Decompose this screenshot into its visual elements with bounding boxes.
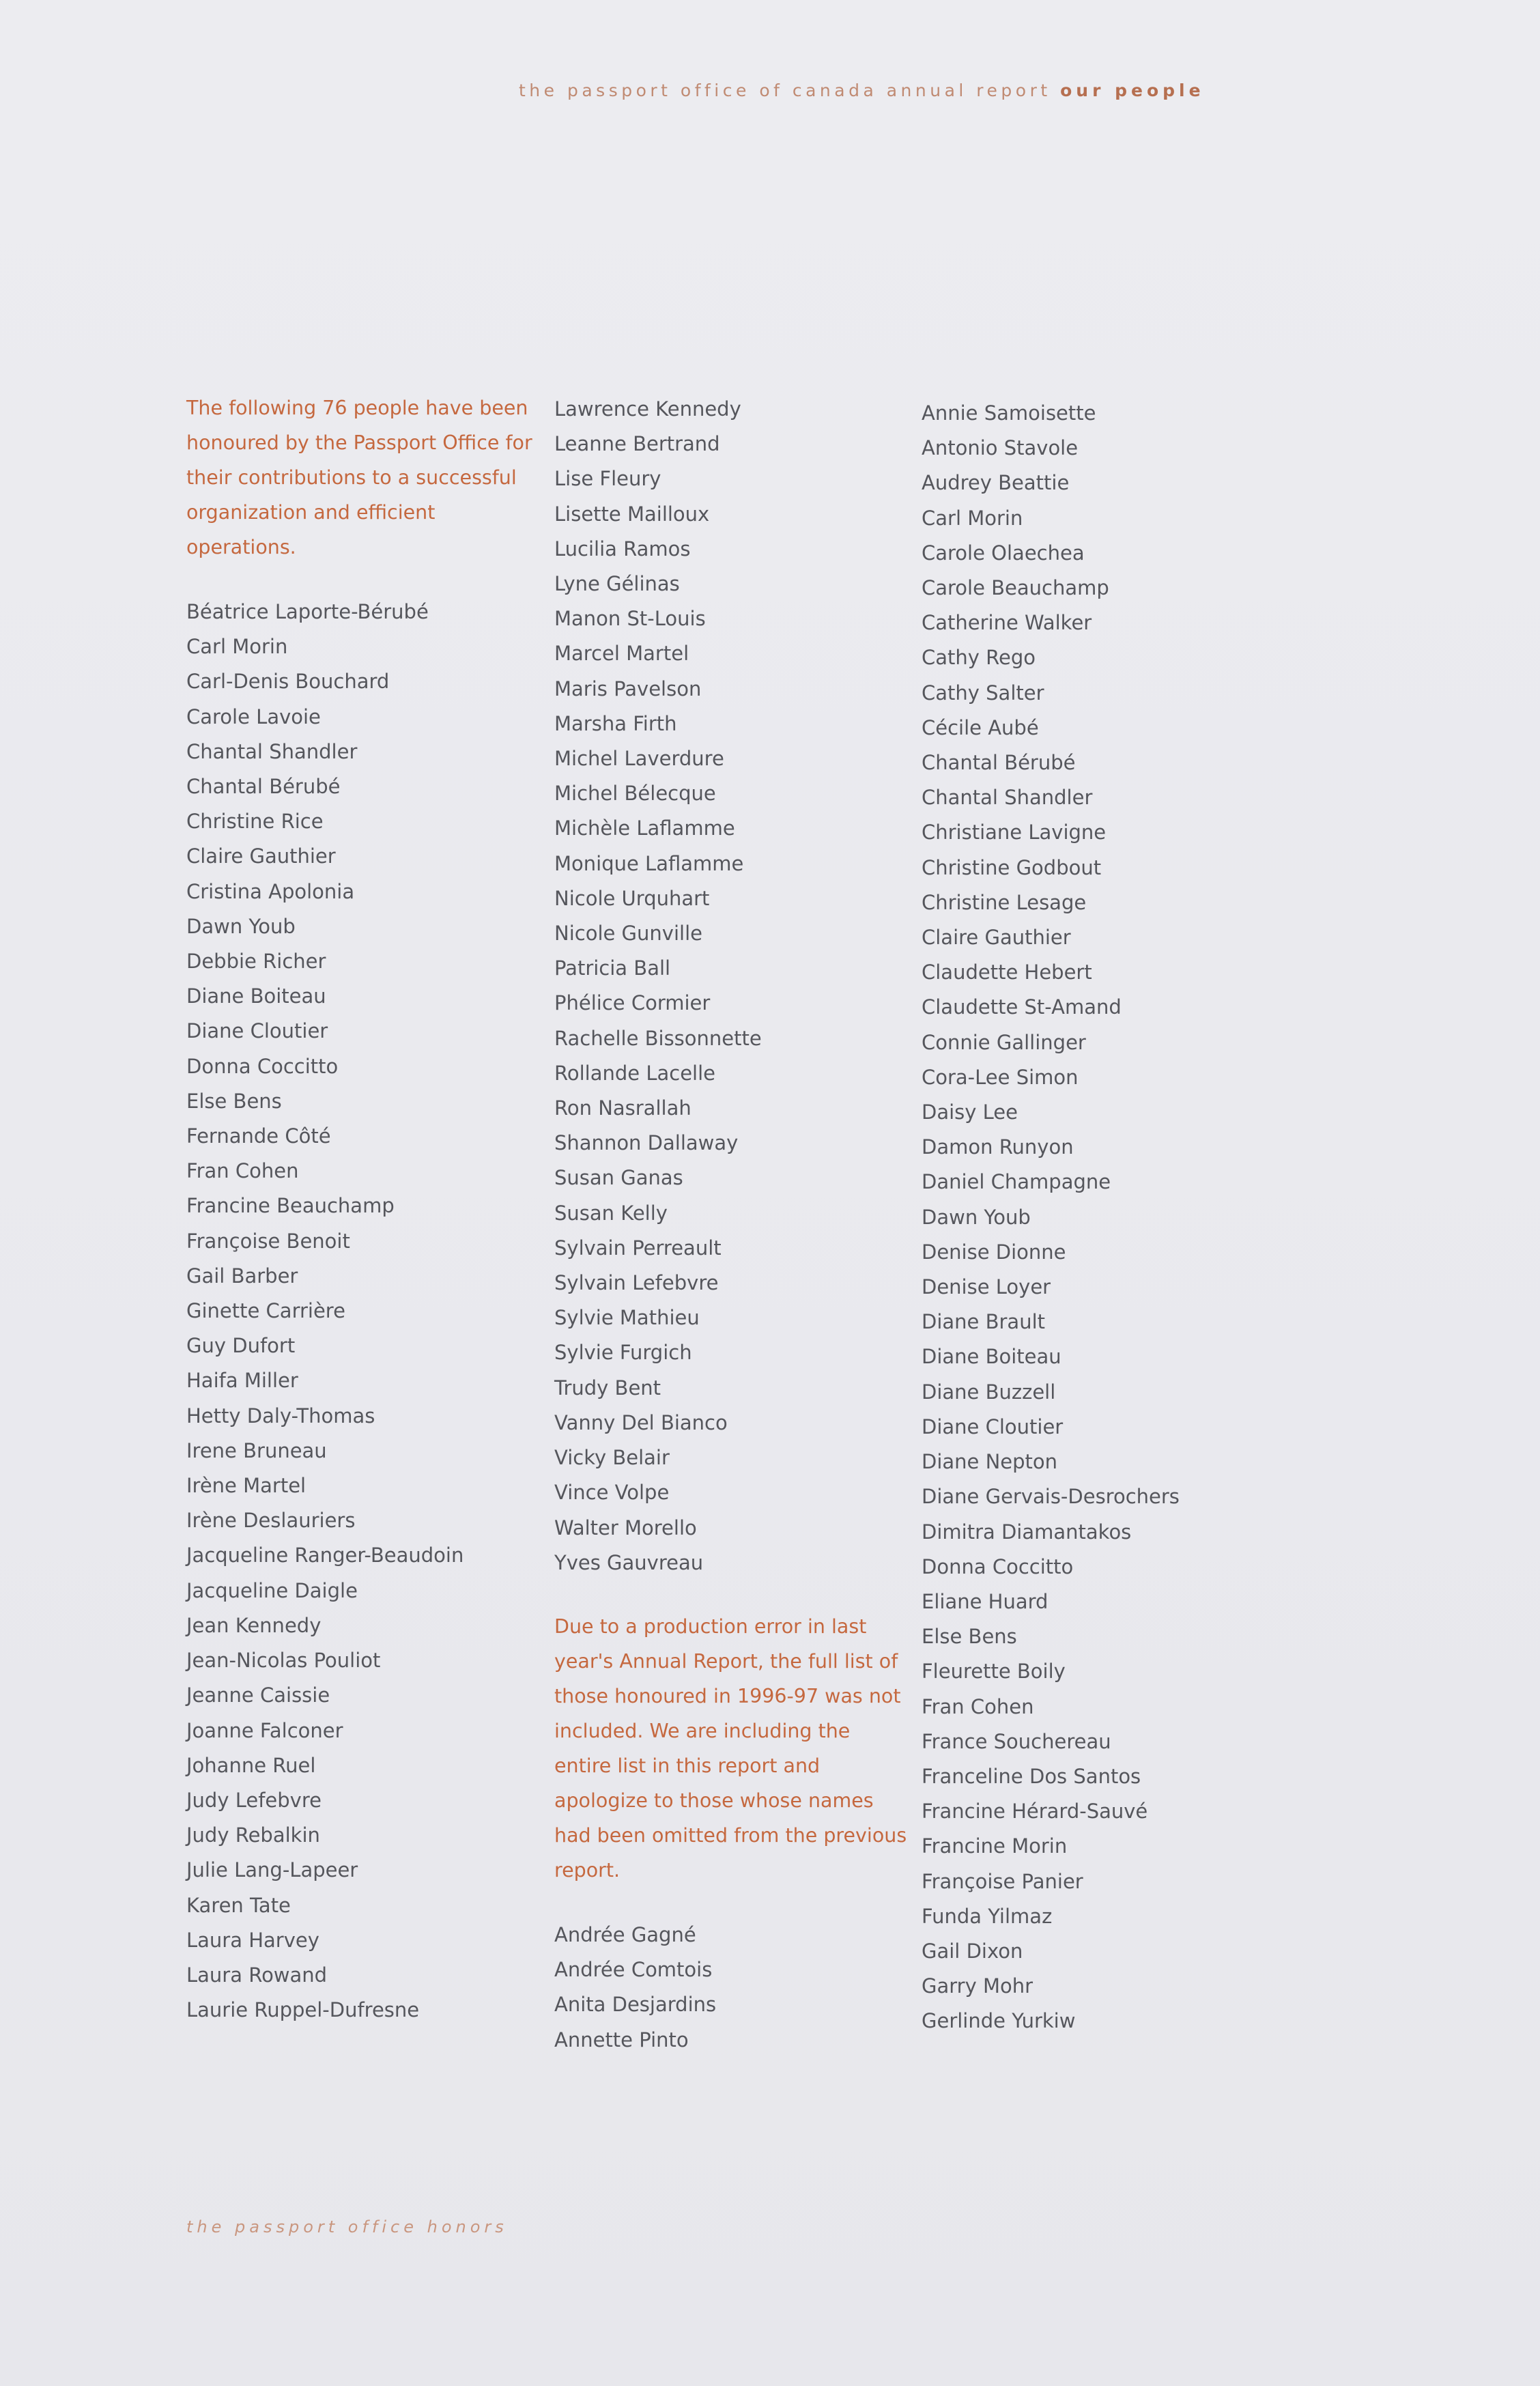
honoree-name: Claire Gauthier (922, 926, 1071, 950)
honoree-name: Eliane Huard (922, 1589, 1049, 1613)
honoree-name: Lise Fleury (554, 467, 661, 491)
honoree-name: Franceline Dos Santos (922, 1764, 1141, 1788)
honoree-name: France Souchereau (922, 1729, 1111, 1753)
honoree-name: Haifa Miller (186, 1369, 298, 1393)
honoree-name: Karen Tate (186, 1893, 291, 1917)
honoree-name: Jean-Nicolas Pouliot (186, 1649, 381, 1673)
honoree-name: Dawn Youb (186, 914, 296, 938)
honoree-name: Sylvie Furgich (554, 1341, 692, 1365)
honoree-name: Laura Harvey (186, 1928, 319, 1952)
name-list-2 (554, 392, 909, 1580)
honoree-name: Audrey Beattie (922, 471, 1070, 495)
honoree-name: Diane Cloutier (922, 1415, 1064, 1438)
honoree-name: Denise Loyer (922, 1275, 1051, 1299)
honoree-name: Andrée Gagné (554, 1922, 696, 1946)
honoree-name: Yves Gauvreau (554, 1550, 704, 1574)
honoree-name: Christine Lesage (922, 890, 1087, 914)
honoree-name: Julie Lang-Lapeer (186, 1858, 358, 1882)
honoree-name: Andrée Comtois (554, 1958, 713, 1982)
honoree-name: Irene Bruneau (186, 1438, 327, 1462)
honoree-name: Fernande Côté (186, 1124, 331, 1148)
honoree-name: Susan Ganas (554, 1166, 683, 1190)
honoree-name: Judy Lefebvre (186, 1788, 322, 1812)
honoree-name: Vince Volpe (554, 1481, 670, 1505)
honoree-name: Chantal Shandler (186, 739, 358, 763)
honoree-name: Christine Godbout (922, 855, 1102, 879)
honoree-name: Rachelle Bissonnette (554, 1026, 762, 1050)
honoree-name: Chantal Bérubé (186, 775, 341, 799)
honoree-name: Cathy Salter (922, 681, 1044, 705)
honoree-name: Fran Cohen (186, 1159, 299, 1183)
honoree-name: Nicole Gunville (554, 922, 702, 946)
honoree-name: Jean Kennedy (186, 1613, 322, 1637)
honoree-name: Claire Gauthier (186, 844, 336, 868)
honoree-name: Carole Olaechea (922, 541, 1085, 565)
honoree-name: Nicole Urquhart (554, 886, 710, 910)
honoree-name: Christiane Lavigne (922, 821, 1107, 844)
honoree-name: Judy Rebalkin (186, 1823, 320, 1847)
honoree-name: Annie Samoisette (922, 401, 1096, 425)
honoree-name: Vicky Belair (554, 1446, 670, 1470)
honoree-name: Vanny Del Bianco (554, 1410, 728, 1434)
name-list-2b (554, 1918, 909, 2058)
column-2 (554, 392, 909, 2058)
section-title: our people (1060, 81, 1205, 100)
name-list-1 (186, 595, 541, 2028)
honoree-name: Diane Brault (922, 1310, 1045, 1334)
honoree-name: Else Bens (186, 1089, 282, 1113)
honoree-name: Antonio Stavole (922, 436, 1079, 460)
honoree-name: Diane Nepton (922, 1450, 1058, 1474)
honoree-name: Sylvain Perreault (554, 1236, 722, 1260)
honoree-name: Damon Runyon (922, 1135, 1074, 1159)
honoree-name: Daniel Champagne (922, 1170, 1111, 1194)
honoree-name: Jacqueline Daigle (186, 1578, 358, 1602)
honoree-name: Shannon Dallaway (554, 1131, 739, 1155)
honoree-name: Guy Dufort (186, 1334, 296, 1358)
honoree-name: Johanne Ruel (186, 1753, 316, 1777)
honoree-name: Hetty Daly-Thomas (186, 1404, 375, 1428)
honoree-name: Diane Boiteau (922, 1345, 1061, 1369)
honoree-name: Claudette Hebert (922, 961, 1092, 984)
honoree-name: Funda Yilmaz (922, 1904, 1053, 1928)
honoree-name: Garry Mohr (922, 1974, 1033, 1998)
honoree-name: Leanne Bertrand (554, 432, 720, 456)
honoree-name: Maris Pavelson (554, 677, 702, 700)
honoree-name: Susan Kelly (554, 1201, 668, 1225)
honoree-name: Diane Gervais-Desrochers (922, 1485, 1180, 1509)
honoree-name: Michèle Laflamme (554, 816, 735, 840)
honoree-name: Francine Beauchamp (186, 1194, 395, 1218)
honoree-name: Cécile Aubé (922, 715, 1039, 739)
honoree-name: Fran Cohen (922, 1694, 1034, 1718)
honoree-name: Donna Coccitto (922, 1554, 1074, 1578)
honoree-name: Irène Deslauriers (186, 1509, 356, 1533)
running-head-title: the passport office of canada annual report (519, 81, 1051, 100)
honoree-name: Debbie Richer (186, 950, 326, 974)
name-list-3 (922, 396, 1304, 2039)
honoree-name: Manon St-Louis (554, 607, 706, 631)
honoree-name: Lisette Mailloux (554, 502, 710, 526)
honoree-name: Sylvie Mathieu (554, 1306, 700, 1330)
honoree-name: Francine Morin (922, 1834, 1068, 1858)
honoree-name: Lucilia Ramos (554, 537, 691, 560)
honoree-name: Marcel Martel (554, 642, 689, 666)
honoree-name: Monique Laflamme (554, 851, 744, 875)
honoree-name: Béatrice Laporte-Bérubé (186, 600, 429, 623)
honoree-name: Chantal Shandler (922, 786, 1093, 810)
honoree-name: Ginette Carrière (186, 1299, 345, 1323)
honoree-name: Jeanne Caissie (186, 1684, 330, 1707)
honoree-name: Dimitra Diamantakos (922, 1520, 1132, 1544)
honoree-name: Catherine Walker (922, 611, 1092, 635)
column-1 (186, 390, 541, 2028)
honoree-name: Laura Rowand (186, 1963, 328, 1987)
honoree-name: Chantal Bérubé (922, 751, 1076, 775)
honoree-name: Cristina Apolonia (186, 879, 355, 903)
correction-note: Due to a production error in last year's Annual Report, the full list of those honoured in 1996-97 was not included. We are including the entire list in this report and apologize to those whose names had been omitted from the previous report. (554, 1615, 907, 1881)
running-head (519, 81, 1205, 100)
honoree-name: Ron Nasrallah (554, 1096, 691, 1120)
honoree-name: Gail Dixon (922, 1939, 1023, 1963)
intro-paragraph: The following 76 people have been honoured by the Passport Office for their contributions to a successful organization and efficient operations. (186, 397, 532, 558)
honoree-name: Joanne Falconer (186, 1718, 343, 1742)
honoree-name: Else Bens (922, 1625, 1017, 1649)
honoree-name: Diane Boiteau (186, 984, 326, 1008)
honoree-name: Carole Beauchamp (922, 576, 1109, 600)
honoree-name: Christine Rice (186, 810, 324, 834)
honoree-name: Patricia Ball (554, 956, 671, 980)
honoree-name: Françoise Benoit (186, 1229, 350, 1253)
honoree-name: Carole Lavoie (186, 705, 321, 728)
honoree-name: Michel Laverdure (554, 747, 724, 771)
honoree-name: Cathy Rego (922, 646, 1036, 670)
honoree-name: Françoise Panier (922, 1869, 1083, 1893)
honoree-name: Carl Morin (186, 635, 288, 659)
honoree-name: Irène Martel (186, 1474, 306, 1498)
honoree-name: Walter Morello (554, 1516, 697, 1539)
honoree-name: Lawrence Kennedy (554, 397, 741, 421)
honoree-name: Trudy Bent (554, 1376, 661, 1400)
honoree-name: Annette Pinto (554, 2028, 689, 2051)
column-3 (922, 396, 1304, 2039)
honoree-name: Lyne Gélinas (554, 572, 680, 596)
honoree-name: Sylvain Lefebvre (554, 1271, 719, 1295)
honoree-name: Anita Desjardins (554, 1993, 717, 2017)
honoree-name: Francine Hérard-Sauvé (922, 1800, 1148, 1823)
honoree-name: Rollande Lacelle (554, 1061, 715, 1085)
honoree-name: Laurie Ruppel-Dufresne (186, 1998, 420, 2022)
honoree-name: Diane Buzzell (922, 1380, 1056, 1404)
page-footer: the passport office honors (186, 2217, 508, 2236)
honoree-name: Jacqueline Ranger-Beaudoin (186, 1544, 464, 1567)
honoree-name: Daisy Lee (922, 1100, 1018, 1124)
honoree-name: Claudette St-Amand (922, 995, 1122, 1019)
honoree-name: Marsha Firth (554, 711, 677, 735)
honoree-name: Fleurette Boily (922, 1660, 1066, 1684)
honoree-name: Michel Bélecque (554, 782, 716, 806)
honoree-name: Cora-Lee Simon (922, 1065, 1079, 1089)
honoree-name: Gail Barber (186, 1264, 298, 1288)
honoree-name: Dawn Youb (922, 1205, 1031, 1229)
honoree-name: Carl Morin (922, 506, 1023, 530)
honoree-name: Carl-Denis Bouchard (186, 670, 390, 694)
honoree-name: Donna Coccitto (186, 1054, 339, 1078)
honoree-name: Gerlinde Yurkiw (922, 2009, 1076, 2033)
honoree-name: Phélice Cormier (554, 991, 711, 1015)
honoree-name: Connie Gallinger (922, 1030, 1086, 1054)
honoree-name: Diane Cloutier (186, 1019, 328, 1043)
honoree-name: Denise Dionne (922, 1240, 1066, 1264)
